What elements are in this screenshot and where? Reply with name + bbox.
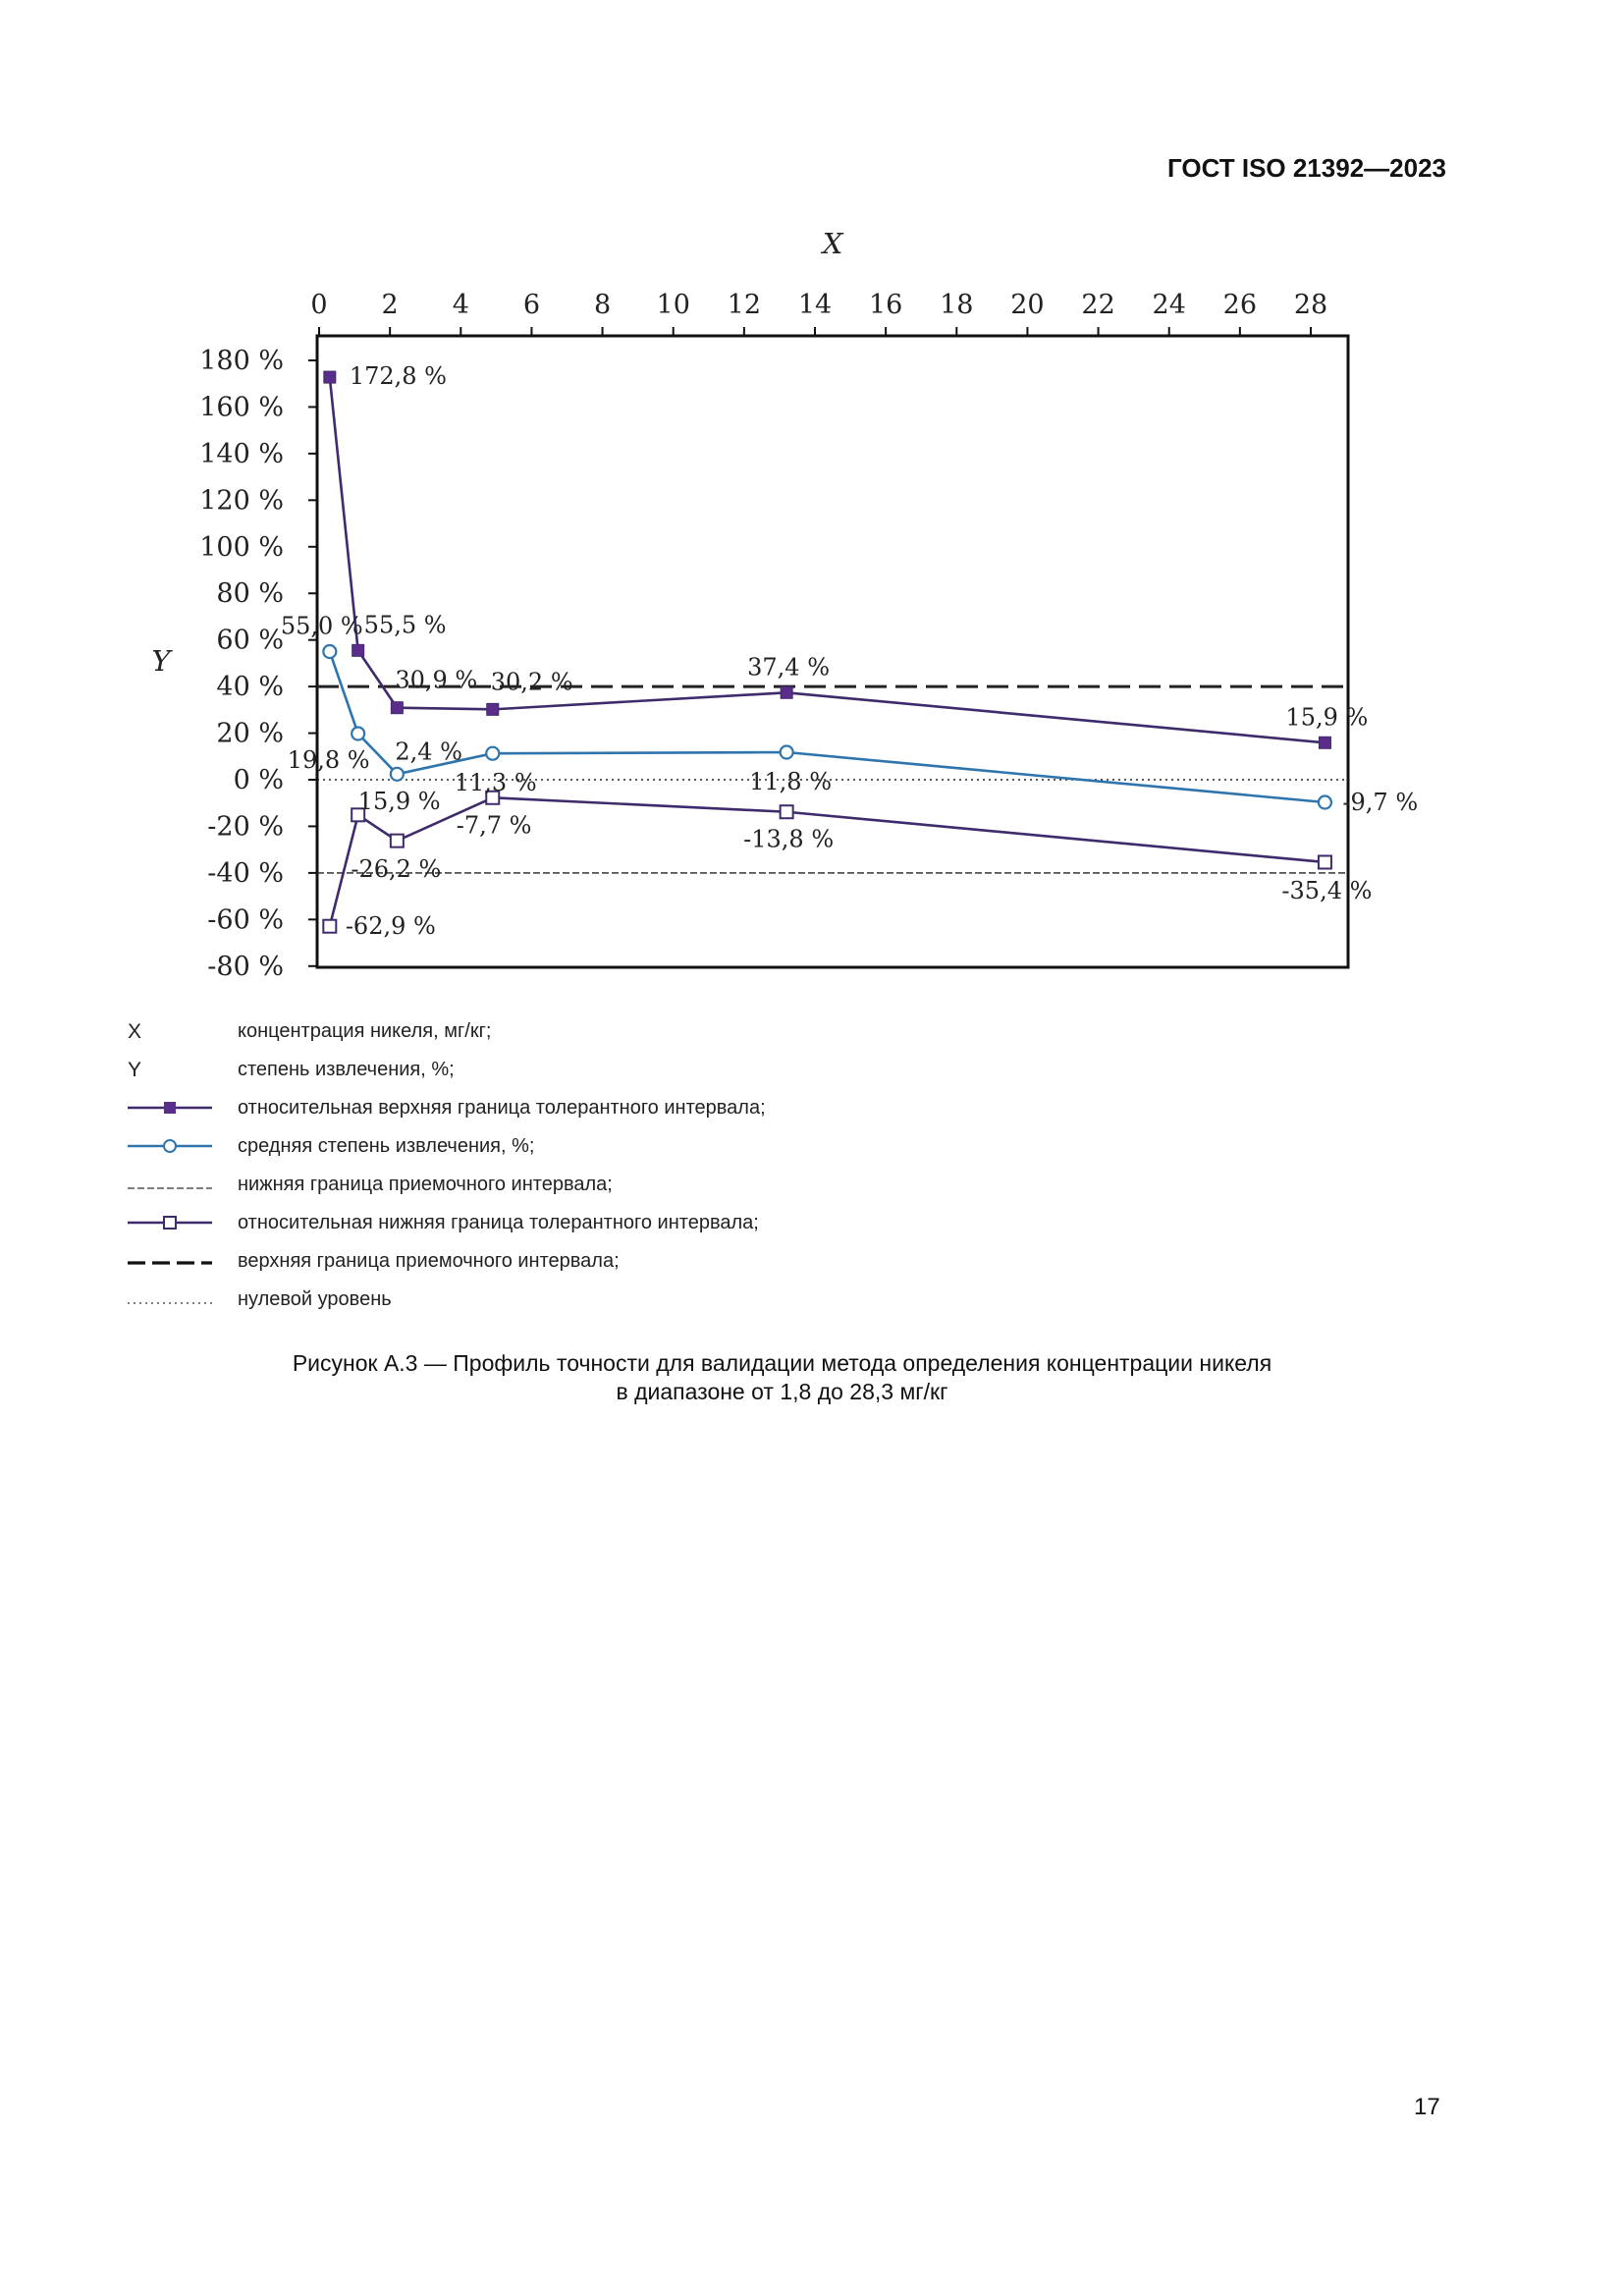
- legend-item-label: нулевой уровень: [238, 1288, 392, 1310]
- data-label: -26,2 %: [351, 855, 442, 884]
- page-number: 17: [1414, 2094, 1440, 2120]
- legend-key-letter: Y: [128, 1059, 142, 1081]
- data-label: 2,4 %: [395, 738, 462, 766]
- data-label: 37,4 %: [747, 653, 831, 682]
- data-label: 30,9 %: [395, 666, 478, 694]
- marker-upper_tol: [391, 702, 403, 714]
- data-label: -7,7 %: [456, 811, 532, 840]
- y-tick-label: 60 %: [216, 625, 284, 656]
- y-axis-label: Y: [151, 644, 171, 678]
- data-label: -62,9 %: [345, 912, 436, 941]
- legend-item-label: верхняя граница приемочного интервала;: [238, 1250, 620, 1272]
- x-tick-label: 12: [727, 290, 762, 320]
- legend-item-label: относительная нижняя граница толерантного интервала;: [238, 1212, 759, 1233]
- y-tick-label: -40 %: [207, 857, 284, 889]
- chart-legend: [126, 1017, 1206, 1324]
- figure-caption-line-1: Рисунок А.3 — Профиль точности для валидации метода определения концентрации никеля: [292, 1350, 1272, 1376]
- legend-item: [126, 1132, 1206, 1171]
- legend-item-label: нижняя граница приемочного интервала;: [238, 1174, 613, 1195]
- legend-item: [126, 1094, 1206, 1132]
- x-tick-label: 28: [1293, 290, 1328, 320]
- x-tick-label: 14: [797, 290, 833, 320]
- data-label: 11,8 %: [749, 768, 833, 796]
- y-tick-label: -20 %: [207, 811, 284, 843]
- y-tick-label: 40 %: [216, 672, 284, 703]
- legend-symbol-open-square-line: [126, 1209, 214, 1238]
- marker-mean: [781, 746, 793, 759]
- data-label: -9,7 %: [1342, 789, 1419, 817]
- data-label: 15,9 %: [1285, 703, 1369, 732]
- marker-mean: [391, 768, 404, 781]
- data-label: 15,9 %: [357, 787, 441, 815]
- x-tick-label: 0: [310, 290, 328, 320]
- y-tick-label: 100 %: [199, 531, 284, 563]
- legend-symbol-short-dash: [126, 1171, 214, 1200]
- figure-caption-line-2: в диапазоне от 1,8 до 28,3 мг/кг: [616, 1379, 948, 1404]
- data-label: 172,8 %: [349, 362, 447, 391]
- legend-item: [126, 1247, 1206, 1285]
- legend-item: [126, 1285, 1206, 1324]
- data-label: -35,4 %: [1281, 876, 1373, 904]
- x-tick-label: 4: [452, 290, 469, 320]
- marker-mean: [486, 747, 499, 760]
- data-label: 30,2 %: [490, 668, 573, 696]
- y-tick-label: 180 %: [199, 346, 284, 376]
- legend-symbol-filled-square-line: [126, 1094, 214, 1123]
- legend-symbol-open-circle-line: [126, 1132, 214, 1162]
- legend-key-letter: X: [128, 1020, 142, 1043]
- x-tick-label: 2: [381, 290, 399, 320]
- data-label: -13,8 %: [743, 825, 835, 853]
- data-label: 55,0 %: [280, 612, 363, 640]
- legend-item: [126, 1171, 1206, 1209]
- marker-lower_tol: [1319, 855, 1331, 868]
- data-label: 19,8 %: [287, 746, 370, 775]
- marker-lower_tol: [781, 805, 793, 818]
- x-tick-label: 24: [1152, 290, 1186, 320]
- y-tick-label: 80 %: [216, 578, 284, 610]
- marker-lower_tol: [391, 835, 404, 847]
- y-tick-label: -60 %: [207, 904, 284, 936]
- legend-item: [126, 1017, 1206, 1056]
- legend-item: [126, 1209, 1206, 1247]
- marker-lower_tol: [323, 920, 336, 933]
- y-tick-label: 20 %: [216, 718, 284, 749]
- legend-symbol-long-dash: [126, 1247, 214, 1277]
- x-axis-label: X: [822, 227, 843, 260]
- x-tick-label: 6: [522, 290, 541, 320]
- x-tick-label: 26: [1222, 290, 1258, 320]
- legend-item-label: степень извлечения, %;: [238, 1059, 455, 1080]
- legend-item-label: концентрация никеля, мг/кг;: [238, 1020, 492, 1042]
- legend-item-label: средняя степень извлечения, %;: [238, 1135, 535, 1157]
- legend-symbol-dotted: [126, 1285, 214, 1315]
- marker-mean: [352, 728, 364, 740]
- marker-mean: [1319, 796, 1331, 809]
- accuracy-profile-chart: [0, 0, 1623, 1002]
- marker-mean: [323, 645, 336, 658]
- x-tick-label: 10: [656, 290, 690, 320]
- legend-item: [126, 1056, 1206, 1094]
- figure-caption: [0, 1349, 1564, 1406]
- data-label: 55,5 %: [363, 611, 447, 639]
- marker-upper_tol: [1319, 737, 1330, 748]
- marker-upper_tol: [781, 686, 792, 698]
- x-tick-label: 20: [1010, 290, 1045, 320]
- y-tick-label: 0 %: [233, 765, 284, 795]
- y-tick-label: 160 %: [199, 392, 284, 423]
- y-tick-label: 140 %: [199, 438, 284, 469]
- x-tick-label: 22: [1081, 290, 1115, 320]
- y-tick-label: 120 %: [199, 485, 284, 517]
- marker-upper_tol: [352, 644, 364, 656]
- data-label: 11,3 %: [454, 769, 537, 797]
- x-tick-label: 18: [940, 290, 974, 320]
- legend-item-label: относительная верхняя граница толерантного интервала;: [238, 1097, 766, 1119]
- document-header: ГОСТ ISO 21392—2023: [1166, 153, 1446, 183]
- y-tick-label: -80 %: [207, 951, 284, 982]
- marker-upper_tol: [487, 703, 499, 715]
- x-tick-label: 8: [593, 290, 612, 320]
- marker-upper_tol: [324, 371, 336, 383]
- x-tick-label: 16: [868, 290, 903, 320]
